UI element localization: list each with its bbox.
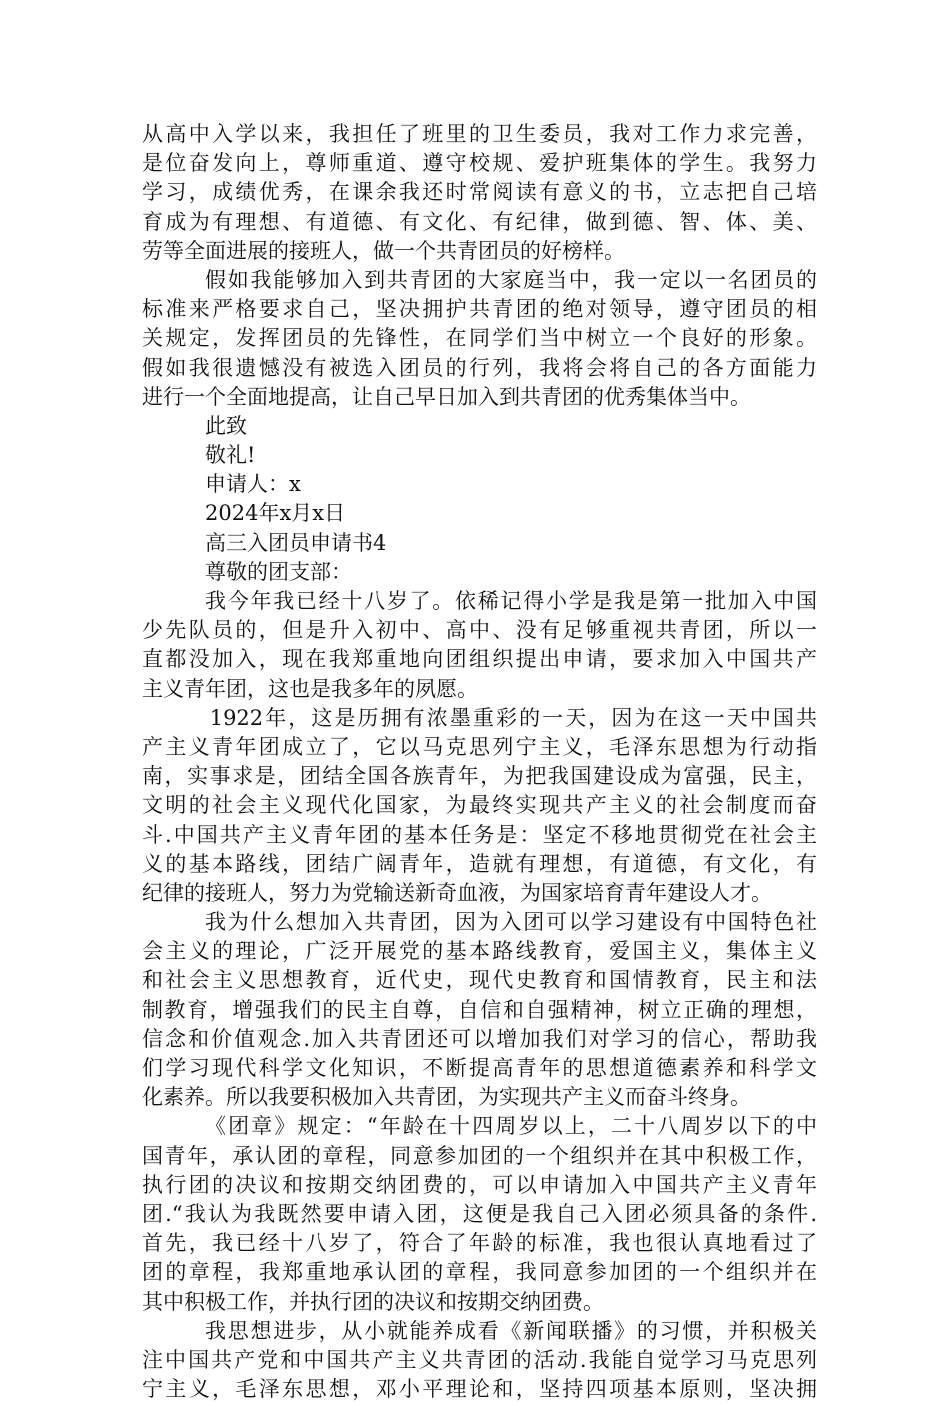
text-line: 信念和价值观念.加入共青团还可以增加我们对学习的信心，帮助我 xyxy=(142,1026,817,1051)
text-line: 义的基本路线，团结广阔青年，造就有理想，有道德，有文化，有 xyxy=(142,851,817,876)
text-line: 制教育，增强我们的民主自尊，自信和自强精神，树立正确的理想， xyxy=(142,997,817,1022)
text-line: 学习，成绩优秀，在课余我还时常阅读有意义的书，立志把自己培 xyxy=(142,180,817,205)
text-line: 假如我很遗憾没有被选入团员的行列，我将会将自己的各方面能力 xyxy=(142,355,817,380)
text-line: 化素养。所以我要积极加入共青团，为实现共产主义而奋斗终身。 xyxy=(142,1085,751,1110)
text-line: 劳等全面进展的接班人，做一个共青团员的好榜样。 xyxy=(142,238,625,263)
text-line: 2024年x月x日 xyxy=(205,501,346,526)
text-line: 执行团的决议和按期交纳团费的，可以申请加入中国共产主义青年 xyxy=(142,1172,817,1197)
document-body xyxy=(142,120,817,1404)
text-line: 申请人：x xyxy=(205,472,301,497)
text-line: 文明的社会主义现代化国家，为最终实现共产主义的社会制度而奋 xyxy=(142,793,817,818)
text-line: 们学习现代科学文化知识，不断提高青年的思想道德素养和科学文 xyxy=(142,1056,817,1080)
text-line: 团的章程，我郑重地承认团的章程，我同意参加团的一个组织并在 xyxy=(142,1260,817,1285)
text-line: 少先队员的，但是升入初中、高中、没有足够重视共青团，所以一 xyxy=(142,618,817,643)
text-line: 此致 xyxy=(205,413,247,438)
text-line: 1922年，这是历拥有浓墨重彩的一天，因为在这一天中国共 xyxy=(209,705,817,730)
text-line: 我今年我已经十八岁了。依稀记得小学是我是第一批加入中国 xyxy=(205,589,817,613)
text-line: 会主义的理论，广泛开展党的基本路线教育，爱国主义，集体主义 xyxy=(142,939,817,964)
text-line: 宁主义，毛泽东思想，邓小平理论和，坚持四项基本原则，坚决拥 xyxy=(142,1377,817,1402)
text-line: 纪律的接班人，努力为党输送新奇血液，为国家培育青年建设人才。 xyxy=(142,880,772,905)
text-line: 假如我能够加入到共青团的大家庭当中，我一定以一名团员的 xyxy=(205,267,817,292)
text-line: 注中国共产党和中国共产主义共青团的活动.我能自觉学习马克思列 xyxy=(142,1347,817,1372)
text-line: 产主义青年团成立了，它以马克思列宁主义，毛泽东思想为行动指 xyxy=(142,734,817,759)
text-line: 南，实事求是，团结全国各族青年，为把我国建设成为富强，民主， xyxy=(142,764,817,789)
text-line: 关规定，发挥团员的先锋性，在同学们当中树立一个良好的形象。 xyxy=(142,326,817,351)
text-line: 直都没加入，现在我郑重地向团组织提出申请，要求加入中国共产 xyxy=(142,647,817,672)
text-line: 高三入团员申请书4 xyxy=(205,530,387,555)
text-line: 《团章》规定：“年龄在十四周岁以上，二十八周岁以下的中 xyxy=(205,1114,817,1139)
text-line: 育成为有理想、有道德、有文化、有纪律，做到德、智、体、美、 xyxy=(142,209,817,234)
text-line: 是位奋发向上，尊师重道、遵守校规、爱护班集体的学生。我努力 xyxy=(142,151,817,176)
text-line: 进行一个全面地提高，让自己早日加入到共青团的优秀集体当中。 xyxy=(142,384,751,409)
text-line: 标准来严格要求自己，坚决拥护共青团的绝对领导，遵守团员的相 xyxy=(142,297,817,322)
text-line: 从高中入学以来，我担任了班里的卫生委员，我对工作力求完善， xyxy=(142,122,817,146)
text-line: 主义青年团，这也是我多年的夙愿。 xyxy=(142,676,478,701)
text-line: 尊敬的团支部： xyxy=(205,559,352,584)
text-line: 我为什么想加入共青团，因为入团可以学习建设有中国特色社 xyxy=(205,910,817,935)
text-line: 团.“我认为我既然要申请入团，这便是我自己入团必须具备的条件. xyxy=(142,1201,817,1226)
text-line: 其中积极工作，并执行团的决议和按期交纳团费。 xyxy=(142,1289,604,1314)
text-line: 国青年，承认团的章程，同意参加团的一个组织并在其中积极工作， xyxy=(142,1143,817,1168)
text-line: 首先，我已经十八岁了，符合了年龄的标准，我也很认真地看过了 xyxy=(142,1231,817,1256)
text-line: 和社会主义思想教育，近代史，现代史教育和国情教育，民主和法 xyxy=(142,968,817,993)
text-line: 敬礼! xyxy=(205,443,256,468)
text-line: 斗.中国共产主义青年团的基本任务是：坚定不移地贯彻党在社会主 xyxy=(142,822,817,847)
text-line: 我思想进步，从小就能养成看《新闻联播》的习惯，并积极关 xyxy=(205,1318,817,1343)
